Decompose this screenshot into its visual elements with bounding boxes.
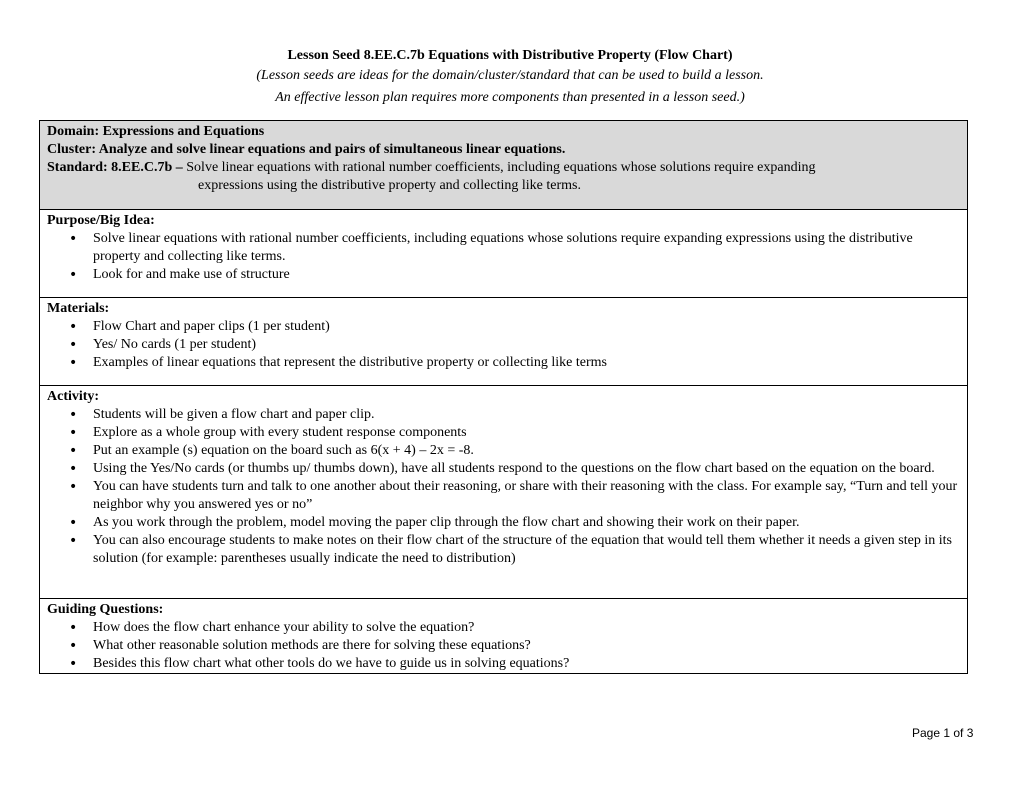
cluster-text: Cluster: Analyze and solve linear equations and pairs of simultaneous linear equations. [47, 142, 566, 157]
purpose-cell [40, 210, 968, 298]
standard-line [47, 159, 960, 177]
subtitle-line-2: An effective lesson plan requires more components than presented in a lesson seed.) [275, 90, 745, 105]
domain-text: Domain: Expressions and Equations [47, 124, 265, 139]
activity-cell [40, 386, 968, 599]
purpose-row [40, 210, 968, 298]
materials-cell [40, 298, 968, 386]
list-item: • What other reasonable solution methods are there for solving these equations? [93, 637, 960, 655]
guiding-cell [40, 599, 968, 674]
activity-heading: Activity: [47, 389, 100, 404]
purpose-heading: Purpose/Big Idea: [47, 213, 155, 228]
list-item: • Explore as a whole group with every student response components [93, 424, 960, 442]
list-item: • Examples of linear equations that represent the distributive property or collecting like terms [93, 354, 960, 372]
document-header [0, 47, 1020, 109]
standard-text-line-1: Solve linear equations with rational number coefficients, including equations whose solutions require expanding [186, 160, 816, 175]
page-title: Lesson Seed 8.EE.C.7b Equations with Distributive Property (Flow Chart) [287, 48, 733, 63]
materials-list [47, 318, 960, 372]
list-item: • You can have students turn and talk to one another about their reasoning, or share with their reasoning with the class. For example say, “Turn and tell your neighbor why you answered yes or no” [93, 478, 960, 514]
standard-label: Standard: 8.EE.C.7b – [47, 160, 187, 175]
list-item: • Solve linear equations with rational number coefficients, including equations whose solutions require expanding expressions using the distributive property and collecting like terms. [93, 230, 960, 266]
guiding-heading: Guiding Questions: [47, 602, 164, 617]
standard-row [40, 121, 968, 210]
list-item: • You can also encourage students to make notes on their flow chart of the structure of the equation that would tell them whether it needs a given step in its solution (for example: parentheses usually indicate the need to distribution) [93, 532, 960, 568]
materials-heading: Materials: [47, 301, 110, 316]
page-number: Page 1 of 3 [912, 726, 974, 740]
list-item: • Look for and make use of structure [93, 266, 960, 284]
list-item: • Put an example (s) equation on the board such as 6(x + 4) – 2x = -8. [93, 442, 960, 460]
materials-row [40, 298, 968, 386]
activity-list [47, 406, 960, 568]
list-item: • How does the flow chart enhance your ability to solve the equation? [93, 619, 960, 637]
purpose-list [47, 230, 960, 284]
list-item: • As you work through the problem, model moving the paper clip through the flow chart and showing their work on their paper. [93, 514, 960, 532]
list-item: • Flow Chart and paper clips (1 per student) [93, 318, 960, 336]
standard-text-line-2: expressions using the distributive property and collecting like terms. [198, 178, 581, 193]
list-item: • Besides this flow chart what other tools do we have to guide us in solving equations? [93, 655, 960, 673]
standard-cell [40, 121, 968, 210]
guiding-row [40, 599, 968, 674]
guiding-list [47, 619, 960, 673]
activity-row [40, 386, 968, 599]
lesson-table [39, 120, 968, 674]
subtitle-line-1: (Lesson seeds are ideas for the domain/cluster/standard that can be used to build a lesson. [256, 68, 764, 83]
list-item: • Students will be given a flow chart and paper clip. [93, 406, 960, 424]
list-item: • Yes/ No cards (1 per student) [93, 336, 960, 354]
list-item: • Using the Yes/No cards (or thumbs up/ thumbs down), have all students respond to the questions on the flow chart based on the equation on the board. [93, 460, 960, 478]
